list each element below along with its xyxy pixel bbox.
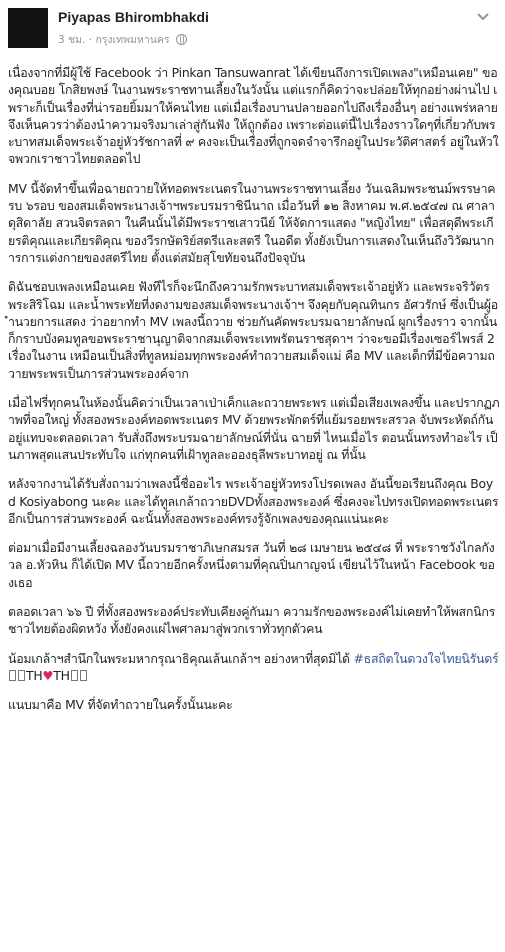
globe-icon <box>176 34 187 45</box>
emoji-placeholder-icon <box>18 670 25 681</box>
heart-icon: ♥ <box>42 667 54 683</box>
post-time[interactable]: 3 ชม. <box>58 34 86 46</box>
closing-text: แนบมาคือ MV ที่จัดทำถวายในครั้งนั้นนะคะ <box>8 697 233 713</box>
post-paragraph: เนื่องจากที่มีผู้ใช้ Facebook ว่า Pinkan Tansuwanrat ได้เขียนถึงการเปิดเพลง"เหมือนเคย" ของคุณบอย โกสิยพงษ์ ในงานพระราชทานเลี้ยงในวังนั้น แต่แรกก็คิดว่าจะปล่อยให้ทุกอย่างผ่านไป เพราะก็เป็นเรื่องที่น่ารอยยิ้มมาให้คนไทย แต่เมื่อเรื่องบานปลายออกไปถึงเรื่องอื่นๆ อย่างแพร่หลาย จึงเห็นควรว่าต้องนำความจริงมาเล่าสู่กันฟัง ให้ถูกต้อง เพราะต่อแต่นี้ไปเรื่องราวใดๆที่เกี่ยวกับพระบาทสมเด็จพระเจ้าอยู่หัวรัชกาลที่ ๙ คงจะเป็นเรื่องที่ถูกจดจำจารึกอยู่ในประวัติศาสตร์ อยู่ในหัวใจพวกเราชาวไทยตลอดไป <box>8 65 499 167</box>
emoji-placeholder-icon <box>80 670 87 681</box>
avatar[interactable] <box>8 8 48 48</box>
post-paragraph: หลังจากงานได้รับสั่งถามว่าเพลงนี้ชื่ออะไร พระเจ้าอยู่หัวทรงโปรดเพลง อันนี้ขอเรียนถึงคุณ Boyd Kosiyabong นะคะ และได้ทูลเกล้าถวายDVDทั้งสองพระองค์ ซึ่งคงจะไปทรงเปิดทอดพระเนตรอีกเป็นการส่วนพระองค์ ฉะนั้นทั้งสองพระองค์ทรงรู้จักเพลงของคุณแน่นะคะ <box>8 476 499 526</box>
post-meta: 3 ชม. · กรุงเทพมหานคร <box>58 31 187 48</box>
post-paragraph: เมื่อไฟรี่ทุกคนในห้องนั้นคิดว่าเป็นเวลาเป่าเค็กและถวายพระพร แต่เมื่อเสียงเพลงขึ้น และปรากฏภาพที่จอใหญ่ ทั้งสองพระองค์ทอดพระเนตร MV ด้วยพระพักตร์ที่แย้มรอยพระสรวล จับพระหัตถ์กันอยู่แทบจะตลอดเวลา รับสั่งถึงพระบรมฉายาลักษณ์ที่นั่น ฉายที่ ไหนเมื่อไร ตอนนั้นทรงทำอะไร เป็นภาพสุดแสนประทับใจ แก่ทุกคนที่เฝ้าทูลละอองธุลีพระบาทอยู่ ณ ที่นั้น <box>8 395 500 462</box>
tribute-text: น้อมเกล้าฯสำนึกในพระมหากรุณาธิคุณเล้นเกล้าฯ อย่างหาที่สุดมิได้ <box>8 650 354 666</box>
post-location[interactable]: กรุงเทพมหานคร <box>95 34 170 46</box>
author-name[interactable]: Piyapas Bhirombhakdi <box>58 9 209 25</box>
post-paragraph: ตลอดเวลา ๖๖ ปี ที่ทั้งสองพระองค์ประทับเคียงคู่กันมา ความรักของพระองค์ไม่เคยทำให้พสกนิกรชาวไทยต้องผิดหวัง ทั้งยังคงแผ่ไพศาลมาสู่พวกเราทั่วทุกตัวคน <box>8 604 495 637</box>
post-paragraph: MV นี้จัดทำขึ้นเพื่อฉายถวายให้ทอดพระเนตรในงานพระราชทานเลี้ยง วันเฉลิมพระชนม์พรรษาครบ ๖รอบ ของสมเด็จพระนางเจ้าฯพระบรมราชินีนาถ เมื่อวันที่ ๑๒ สิงหาคม พ.ศ.๒๕๔๗ ณ ศาลาดุสิดาลัย สวนจิตรลดา ในคืนนั้นได้มีพระราชเสาวนีย์ ให้จัดการแสดง "หญิงไทย" เพื่อสดุดีพระเกียรติคุณและเกียรติคุณ ของวีรกษัตริย์สตรีและสตรี ในอดีต ทั้งยังเป็นการแสดงในเห็นถึงวิวัฒนาการการแต่งกายของสตรีไทย ตั้งแต่สมัยสุโขทัยจนถึงปัจจุบัน <box>8 180 496 265</box>
hashtag-link[interactable]: #ธสถิตในดวงใจไทยนิรันดร์ <box>353 650 499 666</box>
post-paragraph: ต่อมาเมื่อมีงานเลี้ยงฉลองวันบรมราชาภิเษกสมรส วันที่ ๒๘ เมษายน ๒๕๔๘ ที่ พระราชวังไกลกังวล อ.หัวหิน ก็ได้เปิด MV นี้ถวายอีกครั้งหนึ่งตามที่คุณปิ่นกาญจน์ เขียนไว้ในหน้า Facebook ของเธอ <box>8 540 495 590</box>
emoji-placeholder-icon <box>9 670 16 681</box>
emoji-placeholder-icon <box>71 670 78 681</box>
chevron-down-icon[interactable] <box>475 8 491 24</box>
flag-text: TH <box>26 667 43 683</box>
flag-text: TH <box>53 667 70 683</box>
post-header <box>0 0 505 60</box>
post-body <box>8 64 500 726</box>
hashtag-paragraph <box>8 650 500 685</box>
post-paragraph: ดิฉันชอบเพลงเหมือนเคย ฟังทีไรก็จะนึกถึงความรักพระบาทสมเด็จพระเจ้าอยู่หัว และพระจริวัตร พระสิริโฉม และน้ำพระทัยที่งดงามของสมเด็จพระนางเจ้าฯ จึงคุยกับคุณทินกร อัศวรักษ์ ซึ่งเป็นผู้อำนวยการแสดง ว่าอยากทำ MV เพลงนี้ถวาย ช่วยกันคัดพระบรมฉายาลักษณ์ ผูกเรื่องราว จากนั้นก็กราบบังคมทูลขอพระราชานุญาติจากสมเด็จพระเทพรัตนราชสุดาฯ ว่าจะขอมีเรื่องเซอร์ไพรส์ 2 เรื่องในงาน เหมือนเป็นสิ่งที่ทูลหม่อมทุกพระองค์ทำถวายสมเด็จแม่ คือ MV และเด็กที่มีข้อความถวายพระพรเป็นการส่วนพระองค์จาก <box>8 279 498 381</box>
